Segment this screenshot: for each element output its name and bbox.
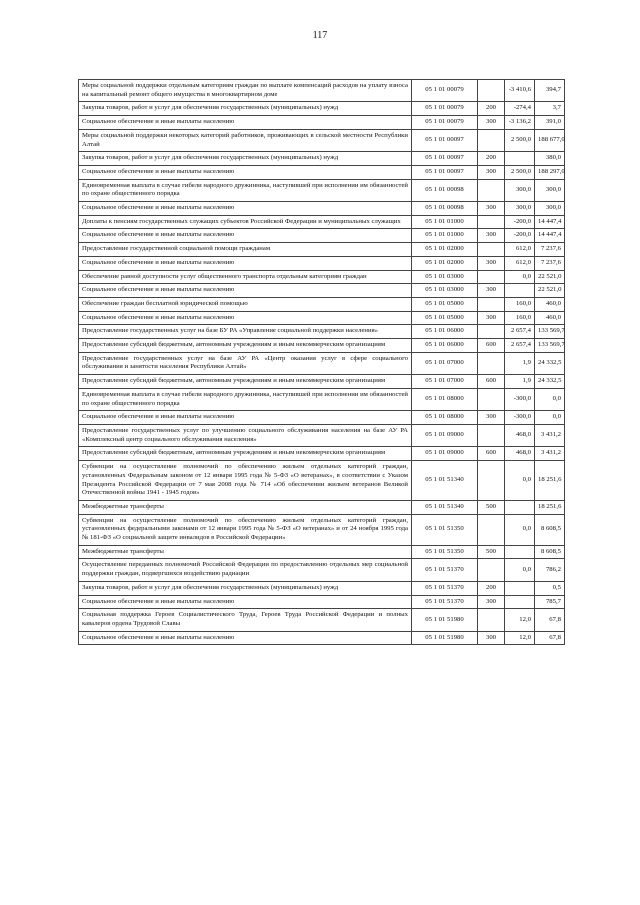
table-row (79, 102, 565, 116)
row-expense-type-cell: 600 (478, 447, 505, 461)
row-change-cell: 2 657,4 (505, 325, 535, 339)
row-name-cell: Субвенции на осуществление полномочий по обеспечению жильем отдельных категорий граждан, установленных Федеральным законом от 12 января 1995 года № 5-ФЗ «О ветеранах», в соответствии с Указом Президента Российской Федерации от 7 мая 2008 года № 714 «Об обеспечении жильем ветеранов Великой Отечественной войны 1941 - 1945 годов» (79, 461, 412, 501)
row-name-cell: Социальное обеспечение и иные выплаты населению (79, 631, 412, 645)
row-code-cell: 05 1 01 00097 (412, 165, 478, 179)
row-change-cell: 2 657,4 (505, 339, 535, 353)
table-row (79, 352, 565, 374)
row-code-cell: 05 1 01 51980 (412, 609, 478, 631)
table-row (79, 243, 565, 257)
row-change-cell: -200,0 (505, 229, 535, 243)
table-row (79, 152, 565, 166)
row-code-cell: 05 1 01 08000 (412, 388, 478, 410)
row-expense-type-cell: 300 (478, 202, 505, 216)
row-code-cell: 05 1 01 07000 (412, 352, 478, 374)
table-row (79, 545, 565, 559)
row-code-cell: 05 1 01 02000 (412, 243, 478, 257)
row-total-cell: 7 237,6 (535, 243, 565, 257)
row-name-cell: Предоставление государственных услуг на базе АУ РА «Центр оказания услуг в сфере социального обслуживания и занятости населения Республики Алтай» (79, 352, 412, 374)
row-total-cell: 14 447,4 (535, 215, 565, 229)
row-name-cell: Предоставление государственных услуг по улучшению социального обслуживания населения на базе АУ РА «Комплексный центр социального обслуживания населения» (79, 424, 412, 446)
row-total-cell: 785,7 (535, 595, 565, 609)
row-name-cell: Социальное обеспечение и иные выплаты населению (79, 411, 412, 425)
row-total-cell: 3 431,2 (535, 447, 565, 461)
row-code-cell: 05 1 01 09000 (412, 424, 478, 446)
row-name-cell: Социальное обеспечение и иные выплаты населению (79, 165, 412, 179)
row-code-cell: 05 1 01 07000 (412, 375, 478, 389)
row-code-cell: 05 1 01 51350 (412, 514, 478, 545)
row-name-cell: Межбюджетные трансферты (79, 545, 412, 559)
row-expense-type-cell (478, 215, 505, 229)
row-total-cell: 24 332,5 (535, 352, 565, 374)
row-total-cell: 133 569,7 (535, 325, 565, 339)
row-expense-type-cell: 500 (478, 500, 505, 514)
row-code-cell: 05 1 01 05000 (412, 311, 478, 325)
row-expense-type-cell (478, 270, 505, 284)
row-change-cell: 612,0 (505, 256, 535, 270)
row-name-cell: Предоставление государственной социальной помощи гражданам (79, 243, 412, 257)
row-change-cell: 468,0 (505, 447, 535, 461)
row-total-cell: 786,2 (535, 559, 565, 581)
row-name-cell: Предоставление государственных услуг на базе БУ РА «Управление социальной поддержки населения» (79, 325, 412, 339)
row-expense-type-cell: 300 (478, 165, 505, 179)
row-code-cell: 05 1 01 05000 (412, 297, 478, 311)
table-row (79, 229, 565, 243)
row-expense-type-cell: 300 (478, 116, 505, 130)
row-total-cell: 3 431,2 (535, 424, 565, 446)
row-expense-type-cell (478, 129, 505, 151)
row-expense-type-cell: 600 (478, 375, 505, 389)
table-row (79, 80, 565, 102)
row-name-cell: Обеспечение равной доступности услуг общественного транспорта отдельным категориям граждан (79, 270, 412, 284)
row-total-cell: 67,8 (535, 631, 565, 645)
row-code-cell: 05 1 01 01000 (412, 229, 478, 243)
row-change-cell: 300,0 (505, 179, 535, 201)
row-code-cell: 05 1 01 01000 (412, 215, 478, 229)
row-change-cell: 1,9 (505, 375, 535, 389)
row-total-cell: 14 447,4 (535, 229, 565, 243)
row-expense-type-cell: 300 (478, 595, 505, 609)
row-total-cell: 0,0 (535, 388, 565, 410)
row-change-cell: -300,0 (505, 388, 535, 410)
row-name-cell: Социальное обеспечение и иные выплаты населению (79, 595, 412, 609)
row-total-cell: 8 608,5 (535, 545, 565, 559)
row-total-cell: 22 521,0 (535, 284, 565, 298)
row-expense-type-cell (478, 388, 505, 410)
row-total-cell: 188 677,0 (535, 129, 565, 151)
row-name-cell: Осуществление переданных полномочий Российской Федерации по предоставлению отдельных мер социальной поддержки граждан, подвергшихся воздействию радиации (79, 559, 412, 581)
row-code-cell: 05 1 01 51340 (412, 500, 478, 514)
row-expense-type-cell (478, 424, 505, 446)
row-total-cell: 0,5 (535, 581, 565, 595)
row-code-cell: 05 1 01 51350 (412, 545, 478, 559)
row-name-cell: Социальное обеспечение и иные выплаты населению (79, 284, 412, 298)
row-total-cell: 7 237,6 (535, 256, 565, 270)
table-row (79, 500, 565, 514)
row-expense-type-cell: 300 (478, 256, 505, 270)
row-code-cell: 05 1 01 00097 (412, 129, 478, 151)
row-expense-type-cell (478, 352, 505, 374)
row-code-cell: 05 1 01 00098 (412, 202, 478, 216)
table-row (79, 202, 565, 216)
row-expense-type-cell: 600 (478, 339, 505, 353)
table-row (79, 375, 565, 389)
row-name-cell: Доплаты к пенсиям государственных служащих субъектов Российской Федерации и муниципальных служащих (79, 215, 412, 229)
row-name-cell: Меры социальной поддержки отдельным категориям граждан по выплате компенсаций расходов на уплату взноса на капитальный ремонт общего имущества в многоквартирном доме (79, 80, 412, 102)
row-change-cell (505, 545, 535, 559)
row-total-cell: 18 251,6 (535, 500, 565, 514)
table-row (79, 461, 565, 501)
table-row (79, 424, 565, 446)
table-row (79, 631, 565, 645)
row-expense-type-cell (478, 297, 505, 311)
table-row (79, 339, 565, 353)
table-row (79, 165, 565, 179)
row-expense-type-cell (478, 514, 505, 545)
row-code-cell: 05 1 01 00079 (412, 116, 478, 130)
row-change-cell: 160,0 (505, 297, 535, 311)
row-total-cell: 460,0 (535, 311, 565, 325)
row-name-cell: Единовременная выплата в случае гибели народного дружинника, наступившей при исполнении им обязанностей по охране общественного порядка (79, 179, 412, 201)
row-change-cell: 0,0 (505, 514, 535, 545)
row-name-cell: Закупка товаров, работ и услуг для обеспечения государственных (муниципальных) нужд (79, 152, 412, 166)
row-code-cell: 05 1 01 09000 (412, 447, 478, 461)
row-expense-type-cell (478, 243, 505, 257)
row-expense-type-cell (478, 461, 505, 501)
table-row (79, 388, 565, 410)
row-name-cell: Меры социальной поддержки некоторых категорий работников, проживающих в сельской местности Республики Алтай (79, 129, 412, 151)
row-change-cell: 2 500,0 (505, 129, 535, 151)
row-change-cell: 1,9 (505, 352, 535, 374)
row-name-cell: Предоставление субсидий бюджетным, автономным учреждениям и иным некоммерческим организациям (79, 447, 412, 461)
row-name-cell: Единовременная выплата в случае гибели народного дружинника, наступившей при исполнении им обязанностей по охране общественного порядка (79, 388, 412, 410)
row-change-cell: 12,0 (505, 631, 535, 645)
row-total-cell: 391,0 (535, 116, 565, 130)
row-code-cell: 05 1 01 02000 (412, 256, 478, 270)
row-name-cell: Закупка товаров, работ и услуг для обеспечения государственных (муниципальных) нужд (79, 581, 412, 595)
row-code-cell: 05 1 01 00097 (412, 152, 478, 166)
row-name-cell: Закупка товаров, работ и услуг для обеспечения государственных (муниципальных) нужд (79, 102, 412, 116)
row-change-cell: 0,0 (505, 461, 535, 501)
row-total-cell: 22 521,0 (535, 270, 565, 284)
table-row (79, 559, 565, 581)
row-expense-type-cell (478, 559, 505, 581)
table-row (79, 514, 565, 545)
row-expense-type-cell: 200 (478, 581, 505, 595)
table-row (79, 129, 565, 151)
row-total-cell: 300,0 (535, 202, 565, 216)
row-expense-type-cell: 300 (478, 284, 505, 298)
row-change-cell: -200,0 (505, 215, 535, 229)
table-row (79, 411, 565, 425)
row-name-cell: Предоставление субсидий бюджетным, автономным учреждениям и иным некоммерческим организациям (79, 375, 412, 389)
row-change-cell: 0,0 (505, 559, 535, 581)
row-code-cell: 05 1 01 03000 (412, 284, 478, 298)
row-expense-type-cell (478, 325, 505, 339)
row-expense-type-cell: 300 (478, 631, 505, 645)
row-change-cell: 2 500,0 (505, 165, 535, 179)
row-code-cell: 05 1 01 00079 (412, 80, 478, 102)
row-code-cell: 05 1 01 03000 (412, 270, 478, 284)
table-row (79, 609, 565, 631)
table-row (79, 297, 565, 311)
row-expense-type-cell: 300 (478, 411, 505, 425)
row-expense-type-cell (478, 179, 505, 201)
row-change-cell: -3 136,2 (505, 116, 535, 130)
row-name-cell: Социальное обеспечение и иные выплаты населению (79, 256, 412, 270)
row-change-cell (505, 581, 535, 595)
row-code-cell: 05 1 01 51980 (412, 631, 478, 645)
row-name-cell: Социальное обеспечение и иные выплаты населению (79, 311, 412, 325)
row-change-cell: 612,0 (505, 243, 535, 257)
row-change-cell (505, 595, 535, 609)
row-name-cell: Социальное обеспечение и иные выплаты населению (79, 202, 412, 216)
row-change-cell (505, 284, 535, 298)
row-expense-type-cell: 200 (478, 102, 505, 116)
row-name-cell: Предоставление субсидий бюджетным, автономным учреждениям и иным некоммерческим организациям (79, 339, 412, 353)
row-total-cell: 24 332,5 (535, 375, 565, 389)
row-total-cell: 394,7 (535, 80, 565, 102)
row-change-cell: -300,0 (505, 411, 535, 425)
row-total-cell: 18 251,6 (535, 461, 565, 501)
row-code-cell: 05 1 01 06000 (412, 325, 478, 339)
table-row (79, 325, 565, 339)
row-name-cell: Социальная поддержка Героев Социалистического Труда, Героев Труда Российской Федерации и полных кавалеров ордена Трудовой Славы (79, 609, 412, 631)
row-code-cell: 05 1 01 51340 (412, 461, 478, 501)
row-change-cell: 12,0 (505, 609, 535, 631)
row-expense-type-cell: 200 (478, 152, 505, 166)
row-expense-type-cell: 500 (478, 545, 505, 559)
row-change-cell: 160,0 (505, 311, 535, 325)
row-change-cell: 300,0 (505, 202, 535, 216)
row-total-cell: 300,0 (535, 179, 565, 201)
row-name-cell: Субвенции на осуществление полномочий по обеспечению жильем отдельных категорий граждан, установленных федеральными законами от 12 января 1995 года № 5-ФЗ «О ветеранах» и от 24 ноября 1995 года № 181-ФЗ «О социальной защите инвалидов в Российской Федерации» (79, 514, 412, 545)
row-change-cell: 468,0 (505, 424, 535, 446)
row-total-cell: 8 608,5 (535, 514, 565, 545)
row-code-cell: 05 1 01 06000 (412, 339, 478, 353)
table-row (79, 311, 565, 325)
budget-table-body (79, 80, 565, 645)
row-expense-type-cell: 300 (478, 229, 505, 243)
row-name-cell: Социальное обеспечение и иные выплаты населению (79, 116, 412, 130)
row-code-cell: 05 1 01 00098 (412, 179, 478, 201)
row-code-cell: 05 1 01 51370 (412, 559, 478, 581)
table-row (79, 595, 565, 609)
row-code-cell: 05 1 01 08000 (412, 411, 478, 425)
budget-table (78, 79, 565, 645)
row-total-cell: 380,0 (535, 152, 565, 166)
row-change-cell: -3 410,6 (505, 80, 535, 102)
row-total-cell: 67,8 (535, 609, 565, 631)
row-code-cell: 05 1 01 51370 (412, 581, 478, 595)
row-expense-type-cell: 300 (478, 311, 505, 325)
row-total-cell: 0,0 (535, 411, 565, 425)
table-row (79, 284, 565, 298)
row-change-cell: 0,0 (505, 270, 535, 284)
row-total-cell: 460,0 (535, 297, 565, 311)
row-name-cell: Межбюджетные трансферты (79, 500, 412, 514)
row-total-cell: 188 297,0 (535, 165, 565, 179)
row-change-cell: -274,4 (505, 102, 535, 116)
page-number: 117 (312, 30, 328, 41)
table-row (79, 270, 565, 284)
table-row (79, 215, 565, 229)
row-code-cell: 05 1 01 00079 (412, 102, 478, 116)
row-expense-type-cell (478, 609, 505, 631)
table-row (79, 179, 565, 201)
table-row (79, 116, 565, 130)
row-total-cell: 133 569,7 (535, 339, 565, 353)
row-name-cell: Обеспечение граждан бесплатной юридической помощью (79, 297, 412, 311)
row-name-cell: Социальное обеспечение и иные выплаты населению (79, 229, 412, 243)
row-change-cell (505, 500, 535, 514)
table-row (79, 447, 565, 461)
row-change-cell (505, 152, 535, 166)
row-total-cell: 3,7 (535, 102, 565, 116)
row-code-cell: 05 1 01 51370 (412, 595, 478, 609)
row-expense-type-cell (478, 80, 505, 102)
table-row (79, 256, 565, 270)
table-row (79, 581, 565, 595)
